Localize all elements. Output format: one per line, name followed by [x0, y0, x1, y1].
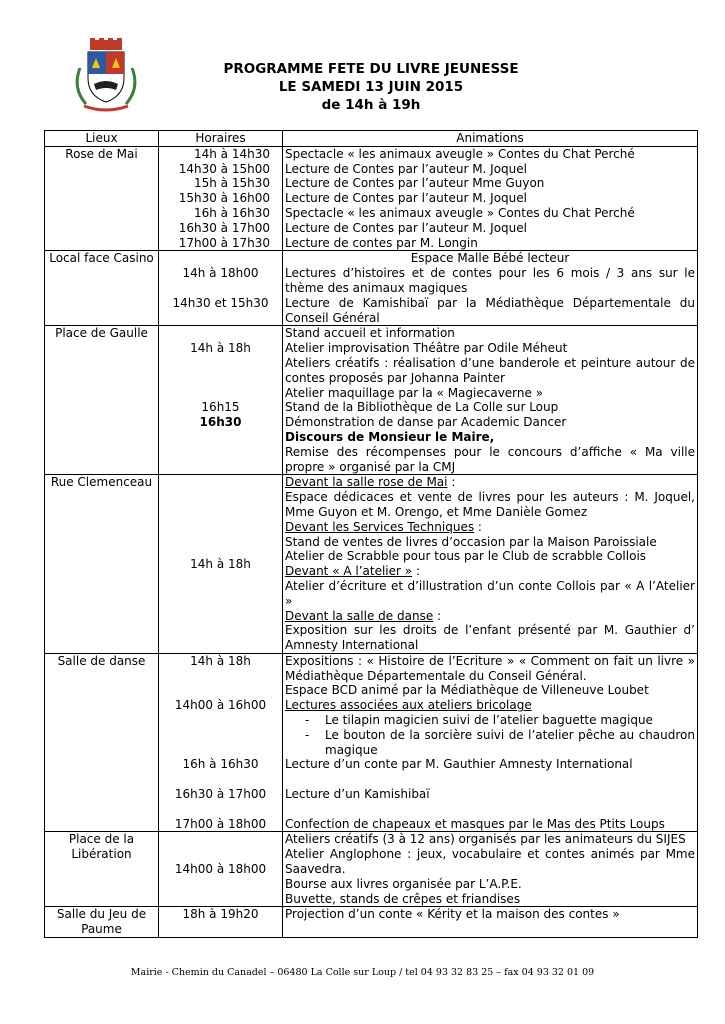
animation: Atelier improvisation Théâtre par Odile Méheut	[285, 341, 568, 356]
animation: Espace Malle Bébé lecteur	[410, 251, 570, 266]
table-row	[45, 907, 698, 938]
horaire: 18h à 19h20	[182, 907, 259, 922]
horaire: 14h00 à 18h00	[174, 862, 267, 877]
horaires-cell	[159, 832, 283, 907]
horaire: 16h30 à 17h00	[174, 787, 267, 802]
animations-cell	[283, 832, 698, 907]
animation: Remise des récompenses pour le concours d’affiche « Ma ville propre » organisé par la CMJ	[285, 444, 695, 474]
lieu-salle-de-danse: Salle de danse	[45, 653, 159, 832]
animation: Lecture de Contes par l’auteur M. Joquel	[285, 191, 527, 206]
animation: Atelier maquillage par la « Magiecaverne »	[285, 385, 544, 400]
table-row	[45, 832, 698, 907]
crown-icon	[90, 38, 122, 50]
animation: Expositions : « Histoire de l’Ecriture » « Comment on fait un livre » Médiathèque Départementale du Conseil Général.	[285, 653, 695, 683]
animation: Lecture d’un Kamishibaï	[285, 787, 430, 802]
horaire: 14h à 14h30	[193, 146, 270, 161]
animation: Bourse aux livres organisée par L’A.P.E.	[285, 876, 522, 891]
horaire: 14h30 à 15h00	[178, 161, 270, 176]
lieu-rose-de-mai: Rose de Mai	[45, 146, 159, 251]
animation: Lecture de contes par M. Longin	[285, 235, 478, 250]
title-line-2: LE SAMEDI 13 JUIN 2015	[278, 79, 464, 95]
program-table	[44, 130, 698, 938]
table-row	[45, 475, 698, 654]
animation: Confection de chapeaux et masques par le Mas des Ptits Loups	[285, 816, 665, 831]
animation: Stand de la Bibliothèque de La Colle sur Loup	[285, 400, 559, 415]
header-lieux: Lieux	[45, 131, 159, 147]
animation: Buvette, stands de crêpes et friandises	[285, 891, 521, 906]
horaires-cell	[159, 653, 283, 832]
horaire: 17h00 à 18h00	[174, 816, 267, 831]
animation-heading: Devant les Services Techniques	[285, 519, 475, 534]
animation: Lecture de Contes par l’auteur M. Joquel	[285, 161, 527, 176]
lieu-place-de-la-liberation: Place de la Libération	[45, 832, 159, 907]
animations-cell	[283, 326, 698, 475]
animation-bullet: - Le bouton de la sorcière suivi de l’atelier pêche au chaudron magique	[285, 728, 695, 758]
lieu-local-face-casino: Local face Casino	[45, 251, 159, 326]
town-crest-logo	[66, 38, 146, 114]
horaire: 14h à 18h00	[182, 266, 259, 281]
horaire: 16h30 à 17h00	[178, 220, 270, 235]
animation-heading: Devant la salle rose de Mai	[285, 475, 448, 490]
horaire: 14h à 18h	[190, 556, 251, 571]
animations-cell: Devant la salle rose de Mai : Espace dédicaces et vente de livres pour les auteurs : M. Joquel, Mme Guyon et M. Orengo, et Mme Danièle Gomez Devant les Services Techniques : Stand de ventes de livres d’occasion par la Maison Paroissiale Atelier de Scrabble pour tous par le Club de scrabble Collois Devant « A l’atelier » : Atelier d’écriture et d’illustration d’un conte Collois par « A l’Atelier » Devant la salle de danse : Exposition sur les droits de l’enfant présenté par M. Gauthier d’ Amnesty International	[283, 475, 698, 654]
animation: Lecture d’un conte par M. Gauthier Amnesty International	[285, 757, 633, 772]
lieu-rue-clemenceau: Rue Clemenceau	[45, 475, 159, 654]
horaires-cell	[159, 146, 283, 251]
animation-heading: Lectures associées aux ateliers bricolage	[285, 698, 532, 713]
table-row	[45, 146, 698, 251]
animation: Lectures d’histoires et de contes pour les 6 mois / 3 ans sur le thème des animaux magiques	[285, 266, 695, 295]
animations-cell	[283, 251, 698, 326]
animation: Stand accueil et information	[285, 326, 455, 341]
table-row	[45, 251, 698, 326]
page-title	[196, 60, 546, 114]
horaire: 15h30 à 16h00	[178, 191, 270, 206]
lieu-salle-du-jeu-de-paume: Salle du Jeu de Paume	[45, 907, 159, 938]
animation: Ateliers créatifs : réalisation d’une banderole et peinture autour de contes proposés par Johanna Painter	[285, 355, 695, 385]
animation: Espace BCD animé par la Médiathèque de Villeneuve Loubet	[285, 683, 649, 698]
horaire: 14h00 à 16h00	[174, 698, 267, 713]
animation: Discours de Monsieur le Maire,	[285, 429, 495, 444]
animation: Projection d’un conte « Kérity et la maison des contes »	[285, 907, 620, 922]
animation: Lecture de Kamishibaï par la Médiathèque Départementale du Conseil Général	[285, 295, 695, 325]
animation: Atelier Anglophone : jeux, vocabulaire et contes animés par Mme Saavedra.	[285, 847, 695, 877]
animation: Stand de ventes de livres d’occasion par la Maison Paroissiale	[285, 534, 657, 549]
lieu-place-de-gaulle: Place de Gaulle	[45, 326, 159, 475]
horaire: 16h à 16h30	[193, 205, 270, 220]
header-horaires: Horaires	[159, 131, 283, 147]
horaire: 16h30	[199, 415, 242, 430]
animations-cell	[283, 653, 698, 832]
animation-heading: Devant « A l’atelier »	[285, 564, 413, 579]
animation: Ateliers créatifs (3 à 12 ans) organisés par les animateurs du SIJES	[285, 832, 686, 847]
animation: Spectacle « les animaux aveugle » Contes du Chat Perché	[285, 205, 635, 220]
table-header-row	[45, 131, 698, 147]
animation: Espace dédicaces et vente de livres pour les auteurs : M. Joquel, Mme Guyon et M. Orengo, et Mme Danièle Gomez	[285, 490, 695, 519]
horaires-cell	[159, 475, 283, 654]
table-row	[45, 653, 698, 832]
page-footer: Mairie - Chemin du Canadel – 06480 La Colle sur Loup / tel 04 93 32 83 25 – fax 04 93 32 01 09	[130, 967, 595, 978]
animation: Atelier d’écriture et d’illustration d’un conte Collois par « A l’Atelier »	[285, 578, 695, 608]
title-line-1: PROGRAMME FETE DU LIVRE JEUNESSE	[223, 61, 519, 77]
horaires-cell	[159, 251, 283, 326]
animation-heading: Devant la salle de danse	[285, 608, 434, 623]
horaire: 17h00 à 17h30	[178, 235, 270, 250]
horaire: 16h15	[201, 400, 240, 415]
animations-cell	[283, 146, 698, 251]
horaire: 16h à 16h30	[182, 757, 259, 772]
animation-bullet: - Le tilapin magicien suivi de l’atelier baguette magique	[285, 713, 695, 728]
horaire: 14h à 18h	[190, 653, 251, 668]
animation: Lecture de Contes par l’auteur Mme Guyon	[285, 176, 545, 191]
horaire: 14h30 et 15h30	[172, 295, 269, 310]
horaires-cell	[159, 326, 283, 475]
animation: Exposition sur les droits de l’enfant présenté par M. Gauthier d’ Amnesty International	[285, 623, 695, 653]
header-animations: Animations	[283, 131, 698, 147]
table-row	[45, 326, 698, 475]
horaire: 14h à 18h	[190, 341, 251, 356]
horaire: 15h à 15h30	[193, 176, 270, 191]
title-line-3: de 14h à 19h	[321, 97, 421, 113]
animation: Spectacle « les animaux aveugle » Contes du Chat Perché	[285, 146, 635, 161]
animations-cell	[283, 907, 698, 938]
horaires-cell	[159, 907, 283, 938]
animation: Démonstration de danse par Academic Dancer	[285, 415, 567, 430]
animation: Atelier de Scrabble pour tous par le Club de scrabble Collois	[285, 549, 647, 564]
animation: Lecture de Contes par l’auteur M. Joquel	[285, 220, 527, 235]
